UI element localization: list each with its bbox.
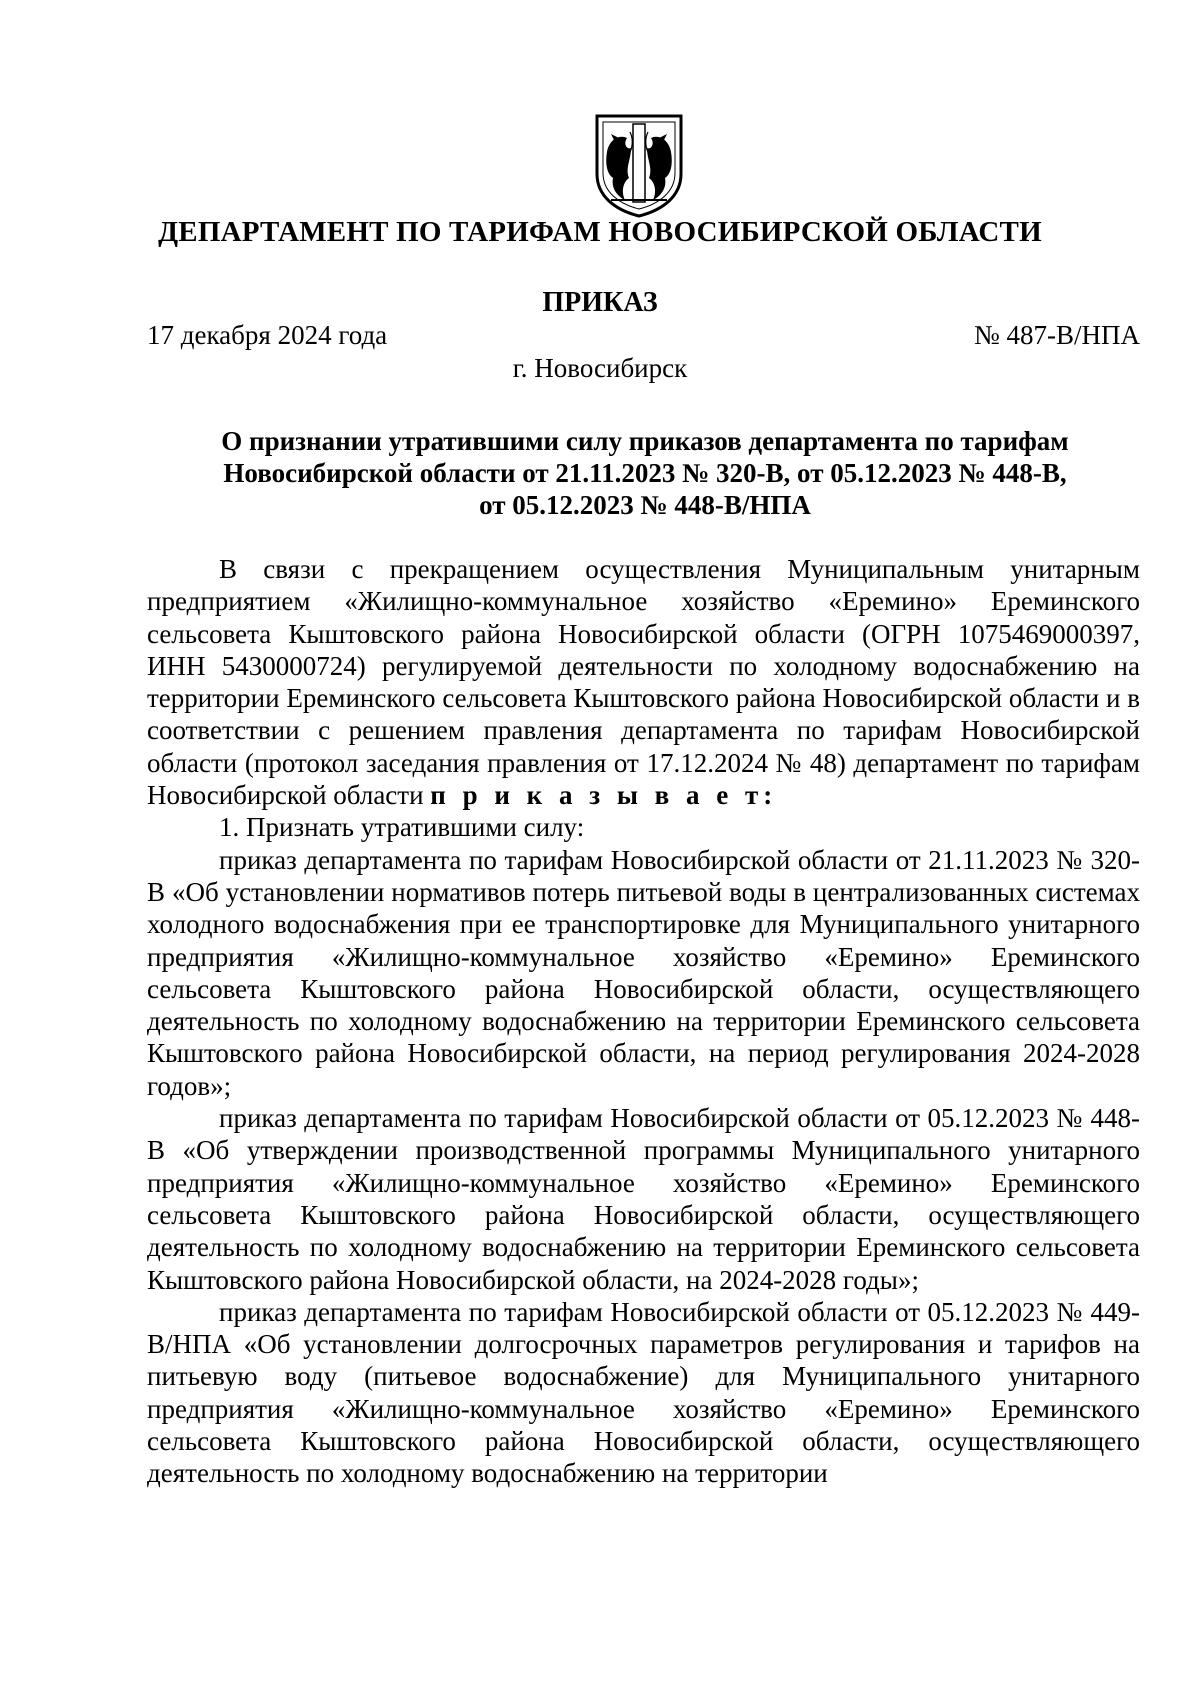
preamble-text: В связи с прекращением осуществления Муниципальным унитарным предприятием «Жилищно-коммунальное хозяйство «Еремино» Ереминского сельсовета Кыштовского района Новосибирской области (ОГРН 1075469000397, ИНН 5430000724) регулируемой деятельности по холодному водоснабжению на территории Ереминского сельсовета Кыштовского района Новосибирской области и в соответствии с решением правления департамента по тарифам Новосибирской области (протокол заседания правления от 17.12.2024 № 48) департамент по тарифам Новосибирской области xyxy=(147,554,1140,811)
document-type: ПРИКАЗ xyxy=(542,287,658,318)
order-paragraph: приказ департамента по тарифам Новосибирской области от 05.12.2023 № 449-В/НПА «Об установлении долгосрочных параметров регулирования и тарифов на питьевую воду (питьевое водоснабжение) для Муниципального унитарного предприятия «Жилищно-коммунальное хозяйство «Еремино» Ереминского сельсовета Кыштовского района Новосибирской области, осуществляющего деятельность по холодному водоснабжению на территории xyxy=(147,1296,1140,1489)
coat-of-arms-icon xyxy=(593,112,685,218)
document-number: № 487-В/НПА xyxy=(973,320,1140,350)
document-city: г. Новосибирск xyxy=(512,353,688,383)
department-name: ДЕПАРТАМЕНТ ПО ТАРИФАМ НОВОСИБИРСКОЙ ОБЛАСТИ xyxy=(158,216,1042,248)
orders-word: п р и к а з ы в а е т: xyxy=(430,780,778,811)
order-paragraph: приказ департамента по тарифам Новосибирской области от 21.11.2023 № 320-В «Об установлении нормативов потерь питьевой воды в централизованных системах холодного водоснабжения при ее транспортировке для Муниципального унитарного предприятия «Жилищно-коммунальное хозяйство «Еремино» Ереминского сельсовета Кыштовского района Новосибирской области, осуществляющего деятельность по холодному водоснабжению на территории Ереминского сельсовета Кыштовского района Новосибирской области, на период регулирования 2024-2028 годов»; xyxy=(147,844,1140,1101)
subject-line: от 05.12.2023 № 448-В/НПА xyxy=(479,490,811,520)
document-subject xyxy=(150,425,1140,521)
document-body xyxy=(147,553,1140,1490)
document-date: 17 декабря 2024 года xyxy=(147,320,388,350)
item-paragraph: 1. Признать утратившими силу: xyxy=(219,812,585,843)
order-paragraph: приказ департамента по тарифам Новосибирской области от 05.12.2023 № 448-В «Об утверждении производственной программы Муниципального унитарного предприятия «Жилищно-коммунальное хозяйство «Еремино» Ереминского сельсовета Кыштовского района Новосибирской области, осуществляющего деятельность по холодному водоснабжению на территории Ереминского сельсовета Кыштовского района Новосибирской области, на 2024-2028 годы»; xyxy=(147,1103,1140,1295)
preamble-paragraph xyxy=(147,553,1140,811)
subject-line: Новосибирской области от 21.11.2023 № 320-В, от 05.12.2023 № 448-В, xyxy=(223,458,1067,488)
subject-line: О признании утратившими силу приказов департамента по тарифам xyxy=(221,426,1069,456)
